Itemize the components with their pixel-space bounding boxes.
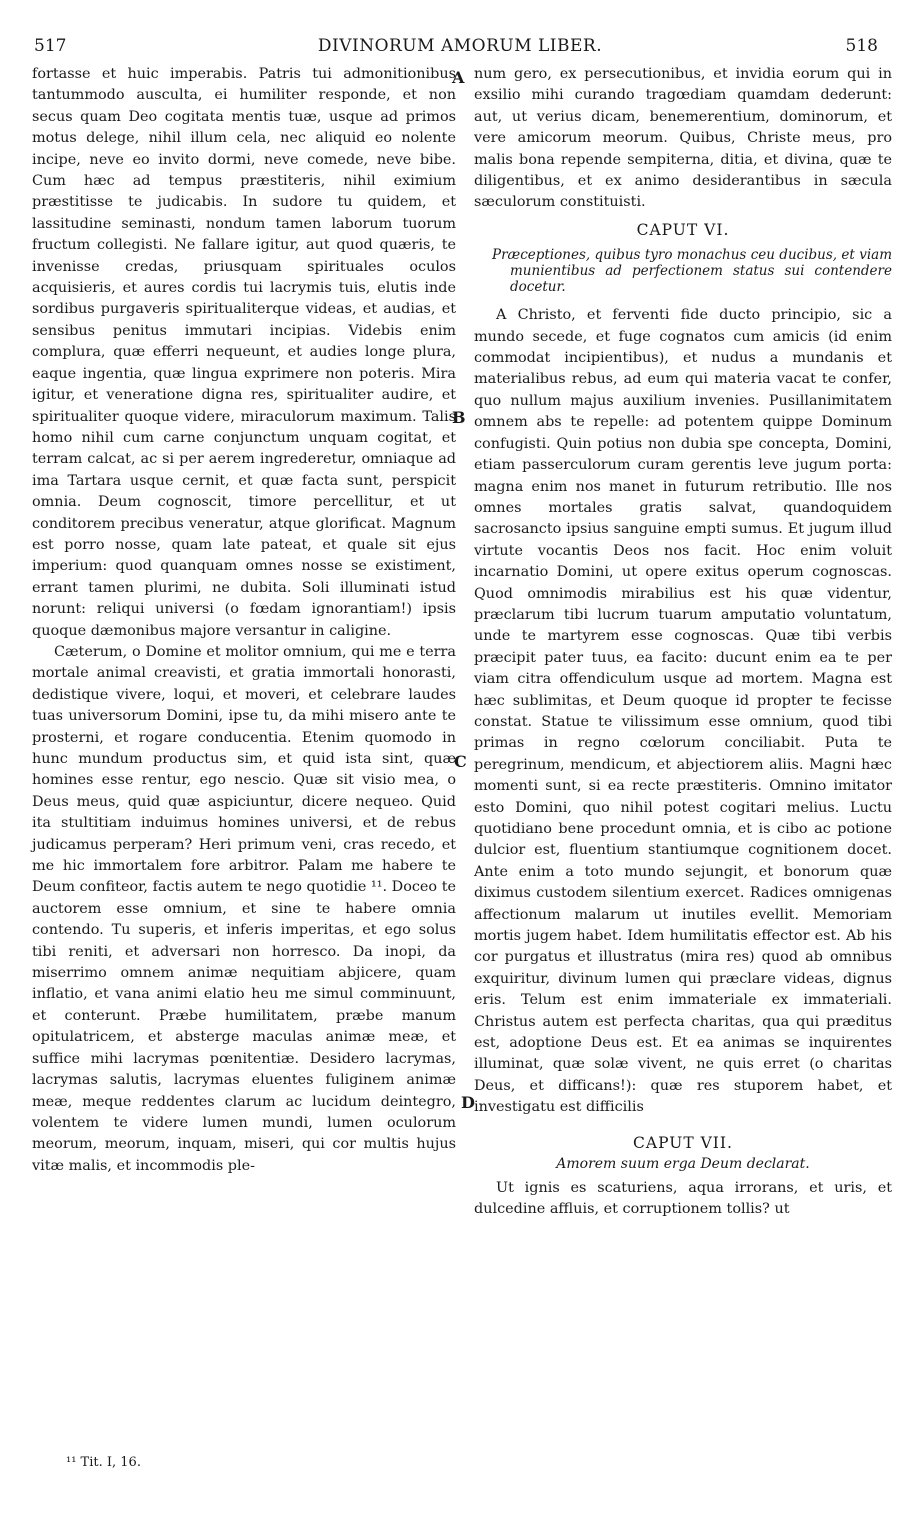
chapter-heading-vi: CAPUT VI. [636, 220, 730, 239]
left-column [32, 64, 456, 1177]
chapter-heading-vii: CAPUT VII. [633, 1133, 733, 1152]
margin-letter-b: B [452, 408, 466, 427]
margin-letter-c: C [454, 752, 467, 771]
right-column [474, 64, 892, 1220]
margin-letter-a: A [452, 68, 465, 87]
chapter-vi-paragraph: A Christo, et ferventi fide ducto principio, sic a mundo secede, et fuge cognatos cum amicis (id enim commodat incipientibus), et nudus a mundanis et materialibus rebus, ad eum qui materia vacat te confer, quo nullum majus auxilium invenies. Pusillanimitatem omnem abs te repelle: ad potentem quippe Dominum confugisti. Quin potius non dubia spe concepta, Domini, etiam passerculorum curam gerentis leve jugum porta: magna enim nos manet in futurum retributio. Ille nos omnes mortales gratis salvat, quandoquidem sacrosancto ipsius sanguine empti sumus. Et jugum illud virtute vocantis Deos nos facit. Hoc enim voluit incarnatio Domini, ut opere exitus operum cognoscas. Quod omnimodis mirabilius est his quæ videntur, præclarum tibi lucrum tuarum amputatio voluntatum, unde te martyrem esse cognoscas. Quæ tibi verbis præcipit pater tuus, ea facito: ducunt enim ea te per viam citra offendiculum usque ad mortem. Magna est hæc sublimitas, et Deum quoque id propter te fecisse constat. Statue te vilissimum esse omnium, quod tibi primas in regno cœlorum conciliabit. Puta te peregrinum, mendicum, et abjectiorem aliis. Magni hæc momenti sunt, si ea recte præstiteris. Omnino imitator esto Domini, quo nihil potest cogitari melius. Luctu quotidiano bene procedunt omnia, et is cibo ac potione dulcior est, fluentium stantiumque cognitionem docet. Ante enim a toto mundo sejungit, et bonorum quæ diximus custodem silentium exercet. Radices omnigenas affectionum malarum ut inutiles evellit. Memoriam mortis jugem habet. Idem humilitatis effector est. Ab his cor purgatus et illustratus (mira res) quod ab omnibus exquiritur, divinum lumen qui præclare videas, dignus eris. Telum est enim immateriale ex immateriali. Christus autem est perfecta charitas, qua qui præditus est, adoptione Deus est. Et ea animas se inquirentes illuminat, quæ solæ vivent, ne quis erret (o charitas Deus, et difficans!): quæ res stuporem habet, et investigatu est difficilis [474, 307, 892, 1116]
footnote: ¹¹ Tit. I, 16. [66, 1455, 141, 1470]
right-lead-paragraph: num gero, ex persecutionibus, et invidia eorum qui in exsilio mihi curando tragœdiam quamdam dederunt: aut, ut verius dicam, benemerentium, dominorum, et vere amicorum meorum. Quibus, Christe meus, pro malis bona repende sempiterna, ditia, et divina, quæ te diligentibus, et ex animo desiderantibus in sæcula sæculorum constituisti. [474, 66, 892, 211]
left-paragraph-2: Cæterum, o Domine et molitor omnium, qui me e terra mortale animal creavisti, et gratia immortali honorasti, dedistique vivere, loqui, et moveri, et celebrare laudes tuas universorum Domini, ipse tu, da mihi misero ante te prosterni, et rogare conducentia. Etenim quomodo in hunc mundum productus sim, et quid ista sint, quæ homines esse rentur, ego nescio. Quæ sit visio mea, o Deus meus, quid quæ aspiciuntur, dicere nequeo. Quid ita stultitiam induimus homines universi, et de rebus judicamus perperam? Heri primum veni, cras recedo, et me hic immortalem fore arbitror. Palam me habere te Deum confiteor, factis autem te nego quotidie ¹¹. Doceo te auctorem esse omnium, et sine te habere omnia contendo. Tu superis, et inferis imperitas, et ego solus tibi reniti, et adversari non horresco. Da inopi, da miserrimo omnem animæ nequitiam abjicere, quam inflatio, et vana animi elatio heu me simul comminuunt, et conterunt. Præbe humilitatem, præbe manum opitulatricem, et absterge maculas animæ meæ, et suffice mihi lacrymas pœnitentiæ. Desidero lacrymas, lacrymas salutis, lacrymas eluentes fuliginem animæ meæ, meque reddentes clarum ac lucidum deintegro, volentem te videre lumen mundi, lumen oculorum meorum, meorum, inquam, miseri, qui cor multis hujus vitæ malis, et incommodis ple- [32, 643, 456, 1174]
page-number-left: 517 [34, 36, 67, 56]
chapter-vii-paragraph: Ut ignis es scaturiens, aqua irrorans, et uris, et dulcedine affluis, et corruptionem tollis? ut [474, 1179, 892, 1217]
margin-letter-d: D [461, 1093, 475, 1112]
chapter-summary-vii: Amorem suum erga Deum declarat. [556, 1156, 810, 1173]
chapter-summary-vi: Præceptiones, quibus tyro monachus ceu ducibus, et viam munientibus ad perfectionem status sui contendere docetur. [492, 247, 892, 296]
page-number-right: 518 [845, 36, 878, 56]
left-paragraph-1: fortasse et huic imperabis. Patris tui admonitionibus tantummodo ausculta, ei humiliter responde, et non secus quam Deo cogitata mentis tuæ, usque ad primos motus delege, nihil illum cela, nec aliquid eo nolente incipe, neve eo invito dormi, neve comede, neve bibe. Cum hæc ad tempus præstiteris, nihil eximium præstitisse te judicabis. In sudore tu quidem, et lassitudine seminasti, nondum tamen laborum tuorum fructum collegisti. Ne fallare igitur, aut quod quæris, te invenisse credas, priusquam spirituales oculos acquisieris, et aures cordis tui lacrymis tuis, elutis inde sordibus purgaveris spiritualiterque videas, et audias, et sensibus penitus immutari incipias. Videbis enim complura, quæ efferri nequeunt, et audies longe plura, eaque ingentia, quæ lingua exprimere non poteris. Mira igitur, et veneratione digna res, spiritualiter audire, et spiritualiter quoque videre, miraculorum maximum. Talis homo nihil cum carne conjunctum unquam cogitat, et terram calcat, ac si per aerem ingrederetur, omniaque ad ima Tartara usque cernit, et quæ facta sunt, perspicit omnia. Deum cognoscit, timore percellitur, et ut conditorem precibus veneratur, atque glorificat. Magnum est porro nosse, quam late pateat, et quale sit ejus imperium: quod quanquam omnes nosse se existiment, errant tamen plurimi, ne dubita. Soli illuminati istud norunt: reliqui universi (o fœdam ignorantiam!) ipsis quoque dæmonibus majore versantur in caligine. [32, 66, 456, 639]
running-title: DIVINORUM AMORUM LIBER. [317, 36, 603, 56]
